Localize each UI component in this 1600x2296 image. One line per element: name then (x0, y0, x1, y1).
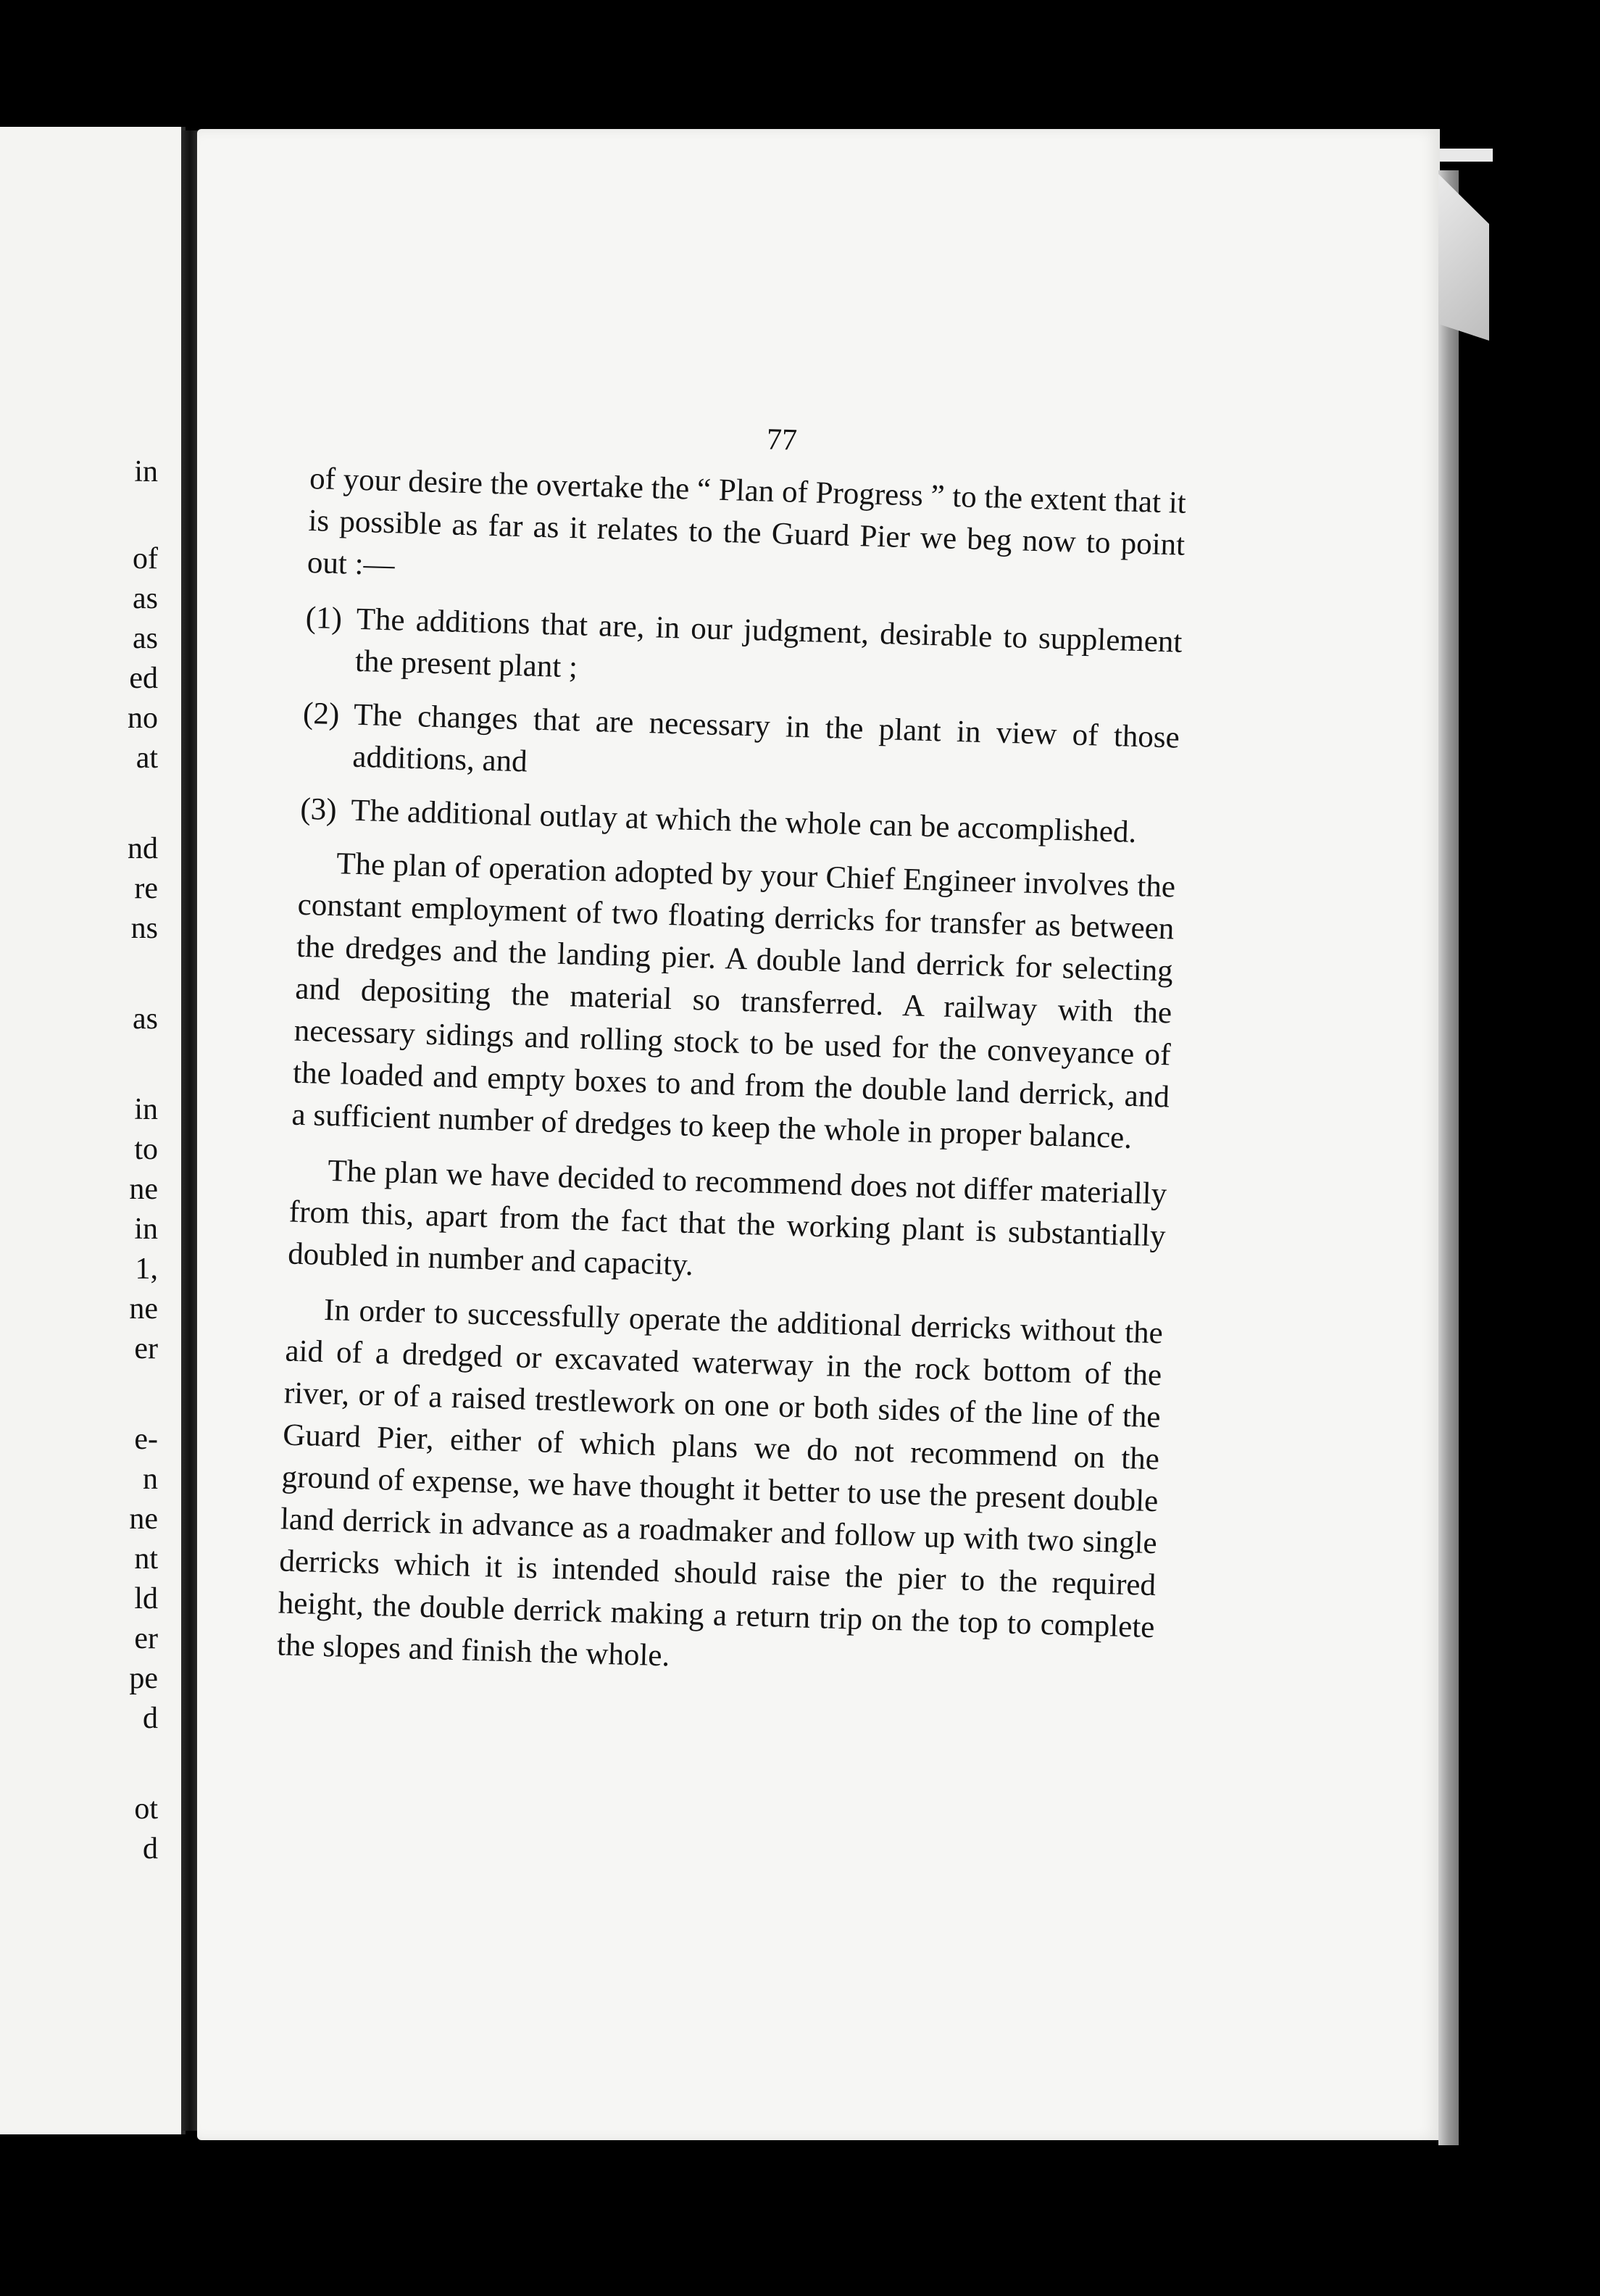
left-text-fragment: in (134, 1213, 158, 1246)
left-text-fragment: in (134, 455, 158, 488)
body-paragraph: In order to successfully operate the additional derricks without the aid of a dredged or excavated waterway in the rock bottom of the river, or of a raised trestlework on one or both sides of the line of the Guard Pier, either of which plans we do not recommend on the ground of expense, we have thought it better to use the present double land derrick in advance as a roadmaker and follow up with two single derricks which it is intended should raise the pier to the required height, the double derrick making a return trip on the top to complete the slopes and finish the whole. (276, 1292, 1164, 1673)
left-text-fragment: pe (129, 1662, 158, 1695)
left-text-fragment: ld (134, 1582, 158, 1615)
left-text-fragment: in (134, 1093, 158, 1126)
left-text-fragment: d (143, 1702, 158, 1735)
left-text-fragment: re (134, 872, 158, 905)
left-text-fragment: as (133, 1002, 158, 1036)
body-paragraph: The plan we have decided to recommend does not differ materially from this, apart from the fact that the working plant is substantially doubled in number and capacity. (287, 1154, 1167, 1283)
left-page-fragment (0, 127, 186, 2134)
intro-paragraph: of your desire the overtake the “ Plan of Progress ” to the extent that it is possible as far as it relates to the Guard Pier we beg now to point out :— (307, 461, 1187, 583)
left-text-fragment: 1, (135, 1252, 158, 1286)
left-text-fragment: ne (129, 1502, 158, 1536)
left-text-fragment: e- (134, 1423, 158, 1456)
left-text-fragment: ed (129, 662, 158, 695)
page-stack-edge (1438, 170, 1459, 2145)
left-text-fragment: d (143, 1832, 158, 1865)
list-item (304, 597, 1183, 706)
body-paragraph: The plan of operation adopted by your Chief Engineer involves the constant employment of two floating derricks for transfer as between the dredges and the landing pier. A double land derrick for selecting and depositing the material so transferred. A railway with the necessary sidings and rolling stock to be used for the conveyance of the loaded and empty boxes to and from the double land derrick, and a sufficient number of dredges to keep the whole in proper balance. (291, 847, 1176, 1155)
left-text-fragment: to (134, 1133, 158, 1166)
list-number: (1) (305, 600, 343, 636)
list-number: (3) (299, 791, 338, 828)
left-text-fragment: no (128, 702, 158, 735)
left-text-fragment: er (134, 1622, 158, 1655)
left-text-fragment: nd (128, 832, 158, 865)
page-number: 77 (766, 423, 798, 457)
list-text: The additions that are, in our judgment, desirable to supplement the present plant ; (354, 602, 1183, 685)
left-text-fragment: n (143, 1463, 158, 1496)
page-content (276, 406, 1188, 1704)
left-text-fragment: ot (134, 1792, 158, 1826)
list-item (300, 789, 1178, 855)
left-text-fragment: of (133, 542, 158, 575)
list-text: The changes that are necessary in the plant in view of those additions, and (351, 697, 1180, 779)
left-text-fragment: er (134, 1332, 158, 1365)
left-text-fragment: ne (129, 1292, 158, 1326)
left-text-fragment: ne (129, 1173, 158, 1206)
left-text-fragment: as (133, 582, 158, 615)
list-text: The additional outlay at which the whole can be accomplished. (350, 793, 1137, 850)
list-item (301, 693, 1180, 802)
left-text-fragment: as (133, 622, 158, 655)
left-text-fragment: nt (134, 1542, 158, 1576)
left-text-fragment: ns (130, 912, 158, 945)
list-number: (2) (302, 696, 340, 732)
left-text-fragment: at (136, 741, 158, 775)
